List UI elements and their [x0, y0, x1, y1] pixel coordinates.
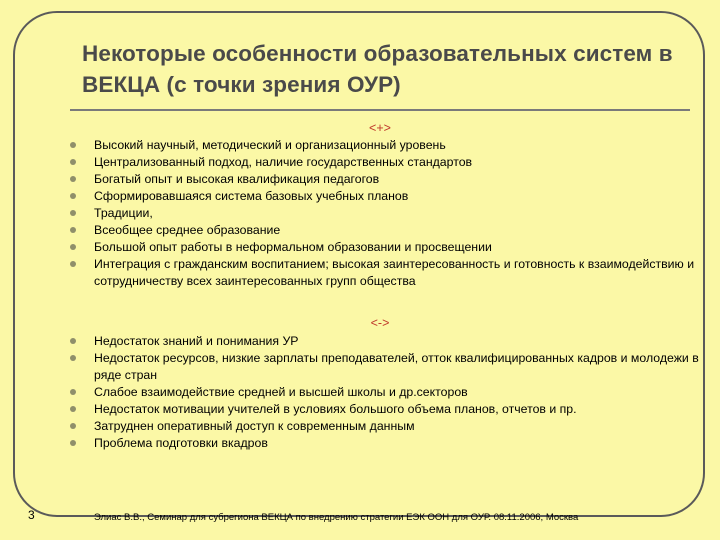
bullet-icon	[70, 227, 76, 233]
plus-section-heading: <+>	[369, 121, 391, 135]
list-item	[70, 333, 700, 350]
bullet-icon	[70, 440, 76, 446]
bullet-icon	[70, 244, 76, 250]
list-item	[70, 188, 700, 205]
list-item	[70, 137, 700, 154]
list-item-text: Централизованный подход, наличие государственных стандартов	[94, 155, 473, 169]
list-item	[70, 418, 700, 435]
slide-title: Некоторые особенности образовательных систем в ВЕКЦА (с точки зрения ОУР)	[82, 41, 673, 97]
list-item-text: Высокий научный, методический и организационный уровень	[94, 138, 446, 152]
list-item-text: Сформировавшаяся система базовых учебных планов	[94, 189, 409, 203]
list-item	[70, 384, 700, 401]
list-item	[70, 256, 700, 290]
list-item-text: Интеграция с гражданским воспитанием; высокая заинтересованность и готовность к взаимодействию и сотрудничеству всех заинтересованных групп общества	[94, 257, 695, 288]
list-item-text: Недостаток знаний и понимания УР	[94, 334, 299, 348]
list-item-text: Традиции,	[94, 206, 153, 220]
bullet-icon	[70, 210, 76, 216]
list-item	[70, 205, 700, 222]
list-item	[70, 154, 700, 171]
list-item	[70, 401, 700, 418]
list-item	[70, 435, 700, 452]
list-item-text: Слабое взаимодействие средней и высшей школы и др.секторов	[94, 385, 468, 399]
bullet-icon	[70, 176, 76, 182]
minus-section-heading: <->	[370, 316, 390, 330]
list-item	[70, 239, 700, 256]
list-item	[70, 350, 700, 384]
list-item	[70, 171, 700, 188]
list-item-text: Затруднен оперативный доступ к современным данным	[94, 419, 415, 433]
list-item-text: Проблема подготовки вкадров	[94, 436, 268, 450]
page-number: 3	[28, 508, 35, 522]
bullet-icon	[70, 406, 76, 412]
list-item-text: Богатый опыт и высокая квалификация педагогов	[94, 172, 380, 186]
list-item-text: Всеобщее среднее образование	[94, 223, 281, 237]
bullet-icon	[70, 193, 76, 199]
bullet-icon	[70, 142, 76, 148]
minus-list	[70, 333, 700, 452]
bullet-icon	[70, 355, 76, 361]
list-item-text: Большой опыт работы в неформальном образовании и просвещении	[94, 240, 492, 254]
bullet-icon	[70, 261, 76, 267]
bullet-icon	[70, 159, 76, 165]
plus-list	[70, 137, 700, 290]
title-divider	[70, 109, 690, 111]
bullet-icon	[70, 389, 76, 395]
list-item	[70, 222, 700, 239]
bullet-icon	[70, 423, 76, 429]
list-item-text: Недостаток мотивации учителей в условиях большого объема планов, отчетов и пр.	[94, 402, 577, 416]
footer-citation: Элиас В.В., Семинар для субрегиона ВЕКЦА по внедрению стратегии ЕЭК ООН для ОУР. 08.11.2006, Москва	[94, 512, 579, 523]
bullet-icon	[70, 338, 76, 344]
list-item-text: Недостаток ресурсов, низкие зарплаты преподавателей, отток квалифицированных кадров и молодежи в ряде стран	[94, 351, 699, 382]
